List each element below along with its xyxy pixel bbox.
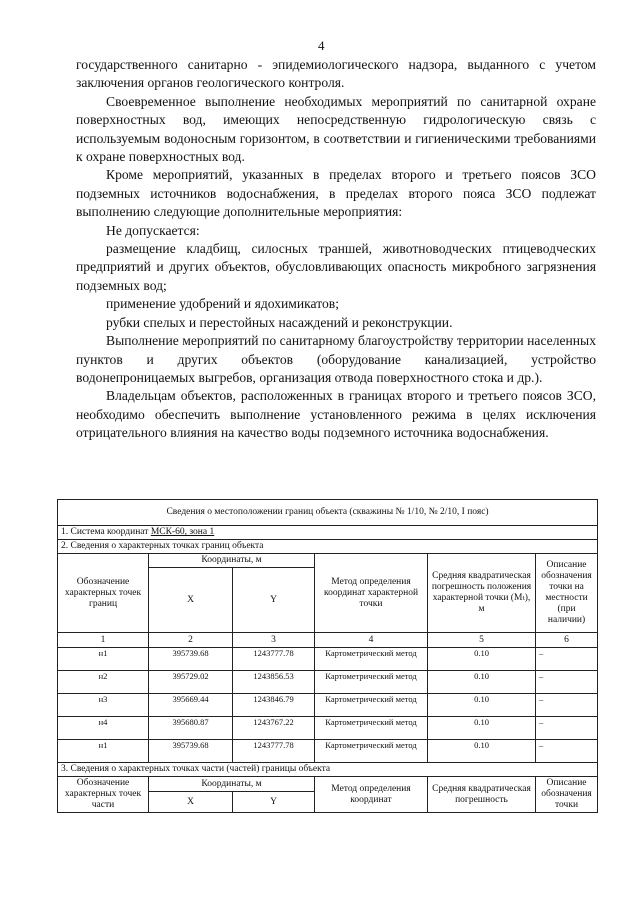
error-cell: 0.10: [428, 671, 536, 694]
x-cell: 395739.68: [149, 740, 233, 763]
error-cell: 0.10: [428, 694, 536, 717]
method-cell: Картометрический метод: [315, 671, 428, 694]
x-cell: 395669.44: [149, 694, 233, 717]
index-cell: 3: [233, 633, 315, 648]
paragraph-8: Выполнение мероприятий по санитарному благоустройству территории населенных пунктов и других объектов (оборудование канализацией, устройство водонепроницаемых выгребов, организация отвода поверхностного стока и др.).: [76, 333, 596, 385]
description-cell: –: [536, 717, 598, 740]
header-designation: Обозначение характерных точек границ: [58, 554, 149, 633]
header3-y: Y: [233, 792, 315, 813]
header-error: Средняя квадратическая погрешность положения характерной точки (Mₜ), м: [428, 554, 536, 633]
method-cell: Картометрический метод: [315, 740, 428, 763]
table-row: [58, 648, 598, 671]
method-cell: Картометрический метод: [315, 694, 428, 717]
header-method: Метод определения координат характерной точки: [315, 554, 428, 633]
x-cell: 395729.02: [149, 671, 233, 694]
header3-error: Средняя квадратическая погрешность: [428, 777, 536, 813]
index-cell: 4: [315, 633, 428, 648]
paragraph-9: Владельцам объектов, расположенных в границах второго и третьего поясов ЗСО, необходимо обеспечить выполнение установленного режима в целях исключения отрицательного влияния на качество воды подземного источника водоснабжения.: [76, 388, 596, 441]
index-cell: 2: [149, 633, 233, 648]
table-title: Сведения о местоположении границ объекта (скважины № 1/10, № 2/10, I пояс): [58, 500, 598, 526]
paragraph-not-allowed: Не допускается:: [106, 222, 200, 238]
y-cell: 1243846.79: [233, 694, 315, 717]
method-cell: Картометрический метод: [315, 648, 428, 671]
table-row: [58, 740, 598, 763]
paragraph-3: Кроме мероприятий, указанных в пределах второго и третьего поясов ЗСО подземных источников водоснабжения, в пределах второго пояса ЗСО подлежат выполнению следующие дополнительные мероприятия:: [76, 167, 596, 220]
description-cell: –: [536, 671, 598, 694]
index-cell: 6: [536, 633, 598, 648]
error-cell: 0.10: [428, 648, 536, 671]
point-cell: н3: [58, 694, 149, 717]
paragraph-5: размещение кладбищ, силосных траншей, животноводческих птицеводческих предприятий и других объектов, обусловливающих опасность микробного загрязнения подземных вод;: [76, 241, 596, 293]
description-cell: –: [536, 648, 598, 671]
index-cell: 1: [58, 633, 149, 648]
body-text: [76, 56, 596, 443]
header3-coords: Координаты, м: [149, 777, 315, 792]
point-cell: н1: [58, 740, 149, 763]
section-3-heading: 3. Сведения о характерных точках части (частей) границы объекта: [58, 763, 598, 777]
point-cell: н1: [58, 648, 149, 671]
x-cell: 395739.68: [149, 648, 233, 671]
x-cell: 395680.87: [149, 717, 233, 740]
header-x: X: [149, 568, 233, 633]
description-cell: –: [536, 740, 598, 763]
header3-designation: Обозначение характерных точек части: [58, 777, 149, 813]
table-row: [58, 671, 598, 694]
table-row: [58, 717, 598, 740]
table-row: [58, 694, 598, 717]
boundary-table: [57, 499, 598, 813]
boundary-table-container: [57, 499, 597, 813]
page-number: 4: [318, 38, 325, 53]
header-y: Y: [233, 568, 315, 633]
error-cell: 0.10: [428, 740, 536, 763]
header3-x: X: [149, 792, 233, 813]
paragraph-1: государственного санитарно - эпидемиологического надзора, выданного с учетом заключения органов геологического контроля.: [76, 57, 596, 91]
index-cell: 5: [428, 633, 536, 648]
paragraph-7: рубки спелых и перестойных насаждений и реконструкции.: [106, 314, 453, 330]
y-cell: 1243777.78: [233, 648, 315, 671]
y-cell: 1243856.53: [233, 671, 315, 694]
method-cell: Картометрический метод: [315, 717, 428, 740]
coordinate-system-row: [58, 526, 598, 540]
y-cell: 1243767.22: [233, 717, 315, 740]
header3-description: Описание обозначения точки: [536, 777, 598, 813]
header3-method: Метод определения координат: [315, 777, 428, 813]
header-coords: Координаты, м: [149, 554, 315, 568]
coordinate-system-value: МСК-60, зона 1: [150, 527, 215, 537]
y-cell: 1243777.78: [233, 740, 315, 763]
coordinate-system-label: 1. Система координат: [61, 527, 149, 537]
header-description: Описание обозначения точки на местности (при наличии): [536, 554, 598, 633]
point-cell: н2: [58, 671, 149, 694]
section-2-heading: 2. Сведения о характерных точках границ объекта: [58, 540, 598, 554]
paragraph-6: применение удобрений и ядохимикатов;: [106, 296, 339, 312]
description-cell: –: [536, 694, 598, 717]
paragraph-2: Своевременное выполнение необходимых мероприятий по санитарной охране поверхностных вод, имеющих непосредственную гидрологическую связь с используемым водоносным горизонтом, в соответствии и гигиеническими требованиями к охране поверхностных вод.: [76, 93, 596, 165]
point-cell: н4: [58, 717, 149, 740]
error-cell: 0.10: [428, 717, 536, 740]
